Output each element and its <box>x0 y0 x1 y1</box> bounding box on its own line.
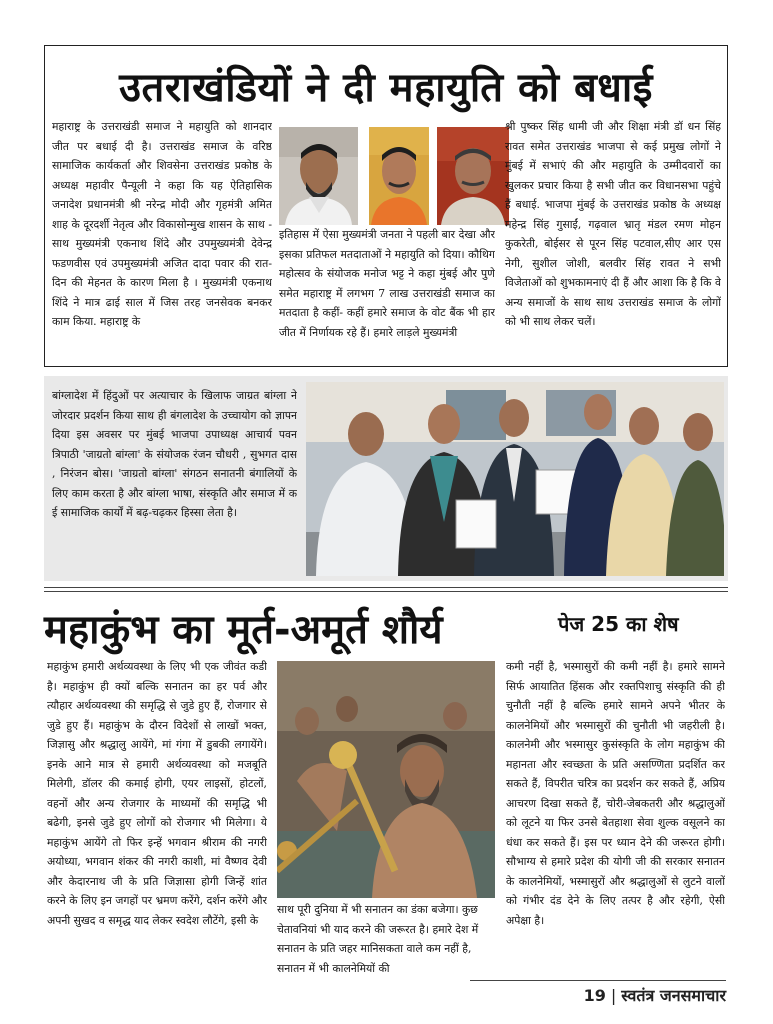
footer-separator: | <box>610 986 617 1005</box>
page-footer <box>470 984 726 1006</box>
article2-text: बांग्लादेश में हिंदुओं पर अत्याचार के खिलाफ जाग्रत बांग्ला ने जोरदार प्रदर्शन किया साथ ही बंगलादेश के उच्चायोग को ज्ञापन दिया इस अवसर पर मुंबई भाजपा उपाध्यक्ष आचार्य पवन त्रिपाठी 'जाग्रतो बांग्ला' के संयोजक रंजन चौधरी , सुभगत दास , निरंजन बोस। 'जाग्रतो बांग्ला' संगठन सनातनी बंगालियों के लिए काम करता है और बांग्ला भाषा, संस्कृति और समाज में क ई सामाजिक कार्यों में बढ़-चढ़कर हिस्सा लेता है। <box>52 389 297 519</box>
article3-headline: महाकुंभ का मूर्त-अमूर्त शौर्य <box>44 607 443 653</box>
group-photo-memorandum <box>306 382 724 576</box>
page-number: 19 <box>583 986 606 1005</box>
article1-column2: इतिहास में ऐसा मुख्यमंत्री जनता ने पहली बार देखा और इसका प्रतिफल मतदाताओं ने महायुति को दिया। कौथिग महोत्सव के संयोजक मनोज भट्ट ने कहा मुंबई और पुणे समेत महाराष्ट्र में लगभग 7 लाख उत्तराखंडी समाज का मतदाता है कहीं- कहीं हमारे समाज के वोट बैंक भी हार जीत में निर्णायक रहे हैं। हमारे लाड़ले मुख्यमंत्री <box>279 228 495 339</box>
publication-name: स्वतंत्र जनसमाचार <box>621 986 726 1005</box>
section-divider-bottom <box>44 591 728 592</box>
section-divider-top <box>44 587 728 588</box>
article3-column2-text: साथ पूरी दुनिया में भी सनातन का डंका बजेगा। कुछ चेतावनियां भी याद करने की जरूरत है। हमारे देश में सनातन के प्रति जहर मानिसकता वाले कम नहीं है, सनातन में भी कालनेमियों की <box>277 903 479 975</box>
footer-rule <box>470 980 726 981</box>
portrait-photo-1 <box>279 127 358 225</box>
mahakumbh-sadhu-photo <box>277 661 495 898</box>
portrait-photo-2 <box>369 127 429 225</box>
article3-column1: महाकुंभ हमारी अर्थव्यवस्था के लिए भी एक जीवंत कडी है। महाकुंभ ही क्यों बल्कि सनातन का हर पर्व और त्यौहार अर्थव्यवस्था की समृद्धि से जुडे हुए हैं, रोजगार से जुडे हुए हैं। महाकुंभ के दौरन विदेशों से लाखों भक्त, जिज्ञासु और श्रद्धालु आयेंगे, मां गंगा में डुबकी लगायेंगे। इनके आने मात्र से हमारी अर्थव्यवस्था को मजबूति मिलेगी, डॉलर की कमाई होगी, एयर लाइसों, होटलों, वहनों और अन्य रोजगार के माध्यमों की समृद्धि भी बढेगी, इनसे जुडे हुए लोगों को रोजगार भी मिलेगा। ये महाकुंभ आयेंगे तो फिर इन्हें भगवान श्रीराम की नगरी अयोध्या, भगवान शंकर की नगरी काशी, मां वैष्णव देवी और केदारनाथ जी के प्रति जिज्ञासा होगी जिन्हें शांत करने के लिए इन जगहों पर भ्रमण करेंगे, दर्शन करेंगे और अपनी सुखद व समृद्ध याद लेकर स्वदेश लौटेंगे, इसी के <box>47 660 267 927</box>
article1-column3: श्री पुष्कर सिंह धामी जी और शिक्षा मंत्री डॉ धन सिंह रावत समेत उत्तराखंड भाजपा से कई प्रमुख लोगों ने मुंबई में सभाएं की और महायुति के उम्मीदवारों का खुलकर प्रचार किया है सभी जीत कर विधानसभा पहुंचे हैं बधाई. भाजपा मुंबई के उत्तराखंड प्रकोष्ठ के अध्यक्ष महेन्द्र सिंह गुसाईं, गढ़वाल भ्रातृ मंडल रमण मोहन कुकरेती, बोईसर से पूरन सिंह पटवाल,सीए आर एस नेगी, सुशील जोशी, बलवीर सिंह रावत ने सभी विजेताओं को शुभकामनाएं दी हैं और आशा कि है कि वे अन्य समाजों के साथ साथ उत्तराखंड समाज के लोगों को भी साथ लेकर चलें। <box>505 120 721 328</box>
portrait-photo-3 <box>437 127 509 225</box>
article1-headline: उतराखंडियों ने दी महायुति को बधाई <box>119 65 653 111</box>
article3-column3: कमी नहीं है, भस्मासुरों की कमी नहीं है। हमारे सामने सिर्फ आयातित हिंसक और रक्तपिशाचु संस्कृति की ही चुनौती नहीं है बल्कि हमारे सामने अपने भीतर के कालनेमियों और भस्मासुरों की चुनौती भी जहरीली है। कालनेमी और भस्मासुर कुसंस्कृति के लोग महाकुंभ की महानता और स्वच्छता के प्रति असण्णिता प्रदर्शित कर सकते हैं, विपरीत चरित्र का प्रदर्शन कर सकते हैं, अप्रिय आचरण दिखा सकते हैं, चोरी-जेबकतरी और श्रद्धालुओं को लूटने या फिर उनसे बेतहाशा सेवा शुल्क वसूलने का धंधा कर सकते हैं। इस पर ध्यान देने की जरूरत होगी। सौभाग्य से हमारे प्रदेश की योगी जी की सरकार सनातन के कालनेमियों, भस्मासुरों और श्रद्धालुओं से लुटने वालों को गंभीर दंड देने के लिए तत्पर है और रहेगी, ऐसी अपेक्षा है। <box>506 660 725 927</box>
page-continuation-label: पेज 25 का शेष <box>558 612 679 636</box>
article1-column1: महाराष्ट्र के उत्तराखंडी समाज ने महायुति को शानदार जीत पर बधाई दी है। उत्तराखंड समाज के वरिष्ठ सामाजिक कार्यकर्ता और शिवसेना उत्तराखंड प्रकोष्ठ के अध्यक्ष महावीर पैन्यूली ने कहा कि यह ऐतिहासिक जनादेश प्रधानमंत्री श्री नरेन्द्र मोदी और गृहमंत्री अमित शाह के दूरदर्शी नेतृत्व और विकासोन्मुख शासन के साथ - साथ मुख्यमंत्री एकनाथ शिंदे और उपमुख्यमंत्री देवेन्द्र फडणवीस एवं उपमुख्यमंत्री अजित दादा पवार की रात-दिन की मेहनत के कारण मिला है । मुख्यमंत्री एकनाथ शिंदे ने मात्र ढाई साल में जिस तरह जनसेवक बनकर काम किया. महाराष्ट्र के <box>52 120 272 328</box>
